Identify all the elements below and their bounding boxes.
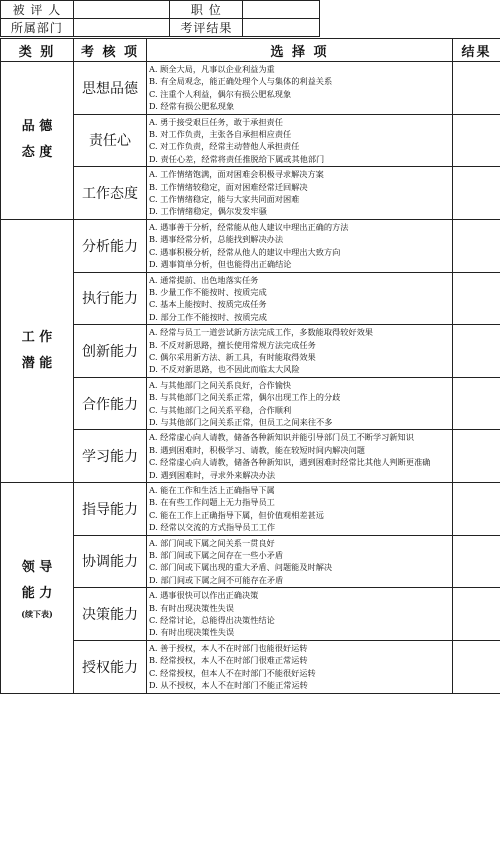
category-cell-leadership [1,483,74,694]
option-d: D. 经常以交流的方式指导员工工作 [149,522,276,533]
option-a: A. 经常虚心向人请教，储备各种新知识并能引导部门员工不断学习新知识 [149,432,414,443]
option-list [147,219,453,272]
position-label: 职 位 [170,1,243,19]
item-name: 合作能力 [74,377,147,430]
category-cell-work-potential [1,219,74,482]
table-row [1,535,500,588]
option-d: D. 从不授权，本人不在时部门不能正常运转 [149,680,308,691]
result-cell[interactable] [453,219,500,272]
table-row [1,167,500,220]
department-value[interactable] [73,19,170,37]
option-list [147,535,453,588]
table-row [1,325,500,378]
options-column-header: 选 择 项 [147,39,453,62]
option-d: D. 遇到困难时，寻求外来解决办法 [149,469,276,480]
table-row [1,62,500,115]
option-b: B. 工作情绪较稳定，面对困难经常迁回解决 [149,181,308,192]
option-a: A. 善于授权，本人不在时部门也能很好运转 [149,642,308,653]
result-cell[interactable] [453,640,500,693]
header-info-table [0,0,320,37]
item-name: 工作态度 [74,167,147,220]
option-c: C. 基本上能按时、按质完成任务 [149,299,267,310]
option-list [147,588,453,641]
department-label: 所属部门 [1,19,74,37]
option-c: C. 偶尔采用新方法、新工具，有时能取得效果 [149,351,316,362]
option-c: C. 能在工作上正确指导下属，但价值观相差甚远 [149,509,324,520]
item-name: 思想品德 [74,62,147,115]
evaluatee-value[interactable] [73,1,170,19]
option-a: A. 工作情绪饱满，面对困难会积极寻求解决方案 [149,169,324,180]
option-b: B. 在有些工作问题上无力指导员工 [149,497,275,508]
option-c: C. 对工作负责，经常主动替他人承担责任 [149,141,300,152]
table-row [1,272,500,325]
option-list [147,483,453,536]
category-name-line2: 能 力 [21,585,53,601]
option-b: B. 经常授权，本人不在时部门很难正常运转 [149,655,308,666]
item-name: 授权能力 [74,640,147,693]
category-name-line1: 品 德 [21,119,53,135]
option-d: D. 不反对新思路，也不因此而临太大风险 [149,364,300,375]
item-name: 创新能力 [74,325,147,378]
option-list [147,325,453,378]
option-c: C. 遇事积极分析，经常从他人的建议中理出大致方向 [149,246,341,257]
option-a: A. 遇事善于分析，经常能从他人建议中理出正确的方法 [149,221,349,232]
table-row [1,219,500,272]
item-name: 学习能力 [74,430,147,483]
option-list [147,272,453,325]
result-cell[interactable] [453,588,500,641]
option-b: B. 有时出现决策性失误 [149,602,234,613]
option-d: D. 部分工作不能按时、按质完成 [149,311,267,322]
table-row [1,588,500,641]
category-name-line1: 领 导 [21,559,53,575]
option-b: B. 遇到困难时，积极学习、请教，能在较短时间内解决问题 [149,444,365,455]
evaluation-table [0,38,500,694]
option-c: C. 注重个人利益，偶尔有损公肥私现象 [149,88,292,99]
option-b: B. 对工作负责，主张各自承担相应责任 [149,129,292,140]
option-c: C. 部门间或下属出现的重大矛盾、问题能及时解决 [149,562,333,573]
result-column-header: 结果 [453,39,500,62]
option-a: A. 遇事很快可以作出正确决策 [149,590,259,601]
category-name-line1: 工 作 [21,329,53,345]
option-d: D. 遇事简单分析，但也能得出正确结论 [149,259,292,270]
result-label: 考评结果 [170,19,243,37]
option-c: C. 工作情绪稳定，能与大家共同面对困难 [149,194,300,205]
result-cell[interactable] [453,377,500,430]
item-name: 指导能力 [74,483,147,536]
option-a: A. 通常提前、出色地落实任务 [149,274,259,285]
option-d: D. 与其他部门之间关系正常，但员工之间来往不多 [149,416,333,427]
result-cell[interactable] [453,483,500,536]
position-value[interactable] [243,1,320,19]
table-row [1,377,500,430]
option-d: D. 部门间或下属之间不可能存在矛盾 [149,574,284,585]
option-list [147,114,453,167]
item-name: 责任心 [74,114,147,167]
evaluatee-label: 被 评 人 [1,1,74,19]
option-list [147,62,453,115]
category-name-line2: 潜 能 [21,355,53,371]
column-header-row [1,39,500,62]
result-cell[interactable] [453,430,500,483]
option-b: B. 不反对新思路，擅长使用常规方法完成任务 [149,339,316,350]
option-b: B. 遇事经常分析，总能找到解决办法 [149,234,284,245]
option-c: C. 经常讨论，总能得出决策性结论 [149,615,275,626]
result-cell[interactable] [453,114,500,167]
option-a: A. 能在工作和生活上正确指导下属 [149,485,275,495]
option-d: D. 工作情绪稳定，偶尔发发牢骚 [149,206,267,217]
option-list [147,167,453,220]
table-row [1,114,500,167]
item-name: 执行能力 [74,272,147,325]
result-cell[interactable] [453,535,500,588]
option-c: C. 与其他部门之间关系平稳，合作顺利 [149,404,292,415]
option-list [147,430,453,483]
item-name: 决策能力 [74,588,147,641]
result-value[interactable] [243,19,320,37]
option-c: C. 经常虚心向人请教，储备各种新知识，遇到困难时经常比其他人判断更准确 [149,457,431,468]
table-row [1,430,500,483]
item-name: 分析能力 [74,219,147,272]
option-b: B. 少量工作不能按时、按质完成 [149,286,267,297]
option-a: A. 与其他部门之间关系良好，合作愉快 [149,379,292,390]
option-a: A. 部门间或下属之间关系一贯良好 [149,537,275,548]
table-row [1,640,500,693]
category-name-line2: 态 度 [21,145,53,161]
result-cell[interactable] [453,62,500,115]
option-a: A. 经常与员工一道尝试新方法完成工作，多数能取得较好效果 [149,327,373,338]
result-cell[interactable] [453,167,500,220]
category-column-header: 类 别 [1,39,74,62]
option-c: C. 经常授权，但本人不在时部门不能很好运转 [149,667,316,678]
item-name: 协调能力 [74,535,147,588]
option-b: B. 部门间或下属之间存在一些小矛盾 [149,550,284,561]
result-cell[interactable] [453,325,500,378]
option-d: D. 经常有损公肥私现象 [149,101,235,112]
option-d: D. 责任心差，经常将责任推脱给下属或其他部门 [149,153,325,164]
option-d: D. 有时出现决策性失误 [149,627,235,638]
option-a: A. 勇于接受艰巨任务，敢于承担责任 [149,116,283,127]
table-row [1,483,500,536]
option-list [147,377,453,430]
option-a: A. 顾全大局，凡事以企业利益为重 [149,64,275,74]
category-cell-moral-attitude [1,62,74,220]
option-b: B. 有全局观念，能正确处理个人与集体的利益关系 [149,76,333,87]
result-cell[interactable] [453,272,500,325]
item-column-header: 考 核 项 [74,39,147,62]
option-list [147,640,453,693]
continued-note: (续下表) [21,608,53,619]
option-b: B. 与其他部门之间关系正常，偶尔出现工作上的分歧 [149,392,341,403]
